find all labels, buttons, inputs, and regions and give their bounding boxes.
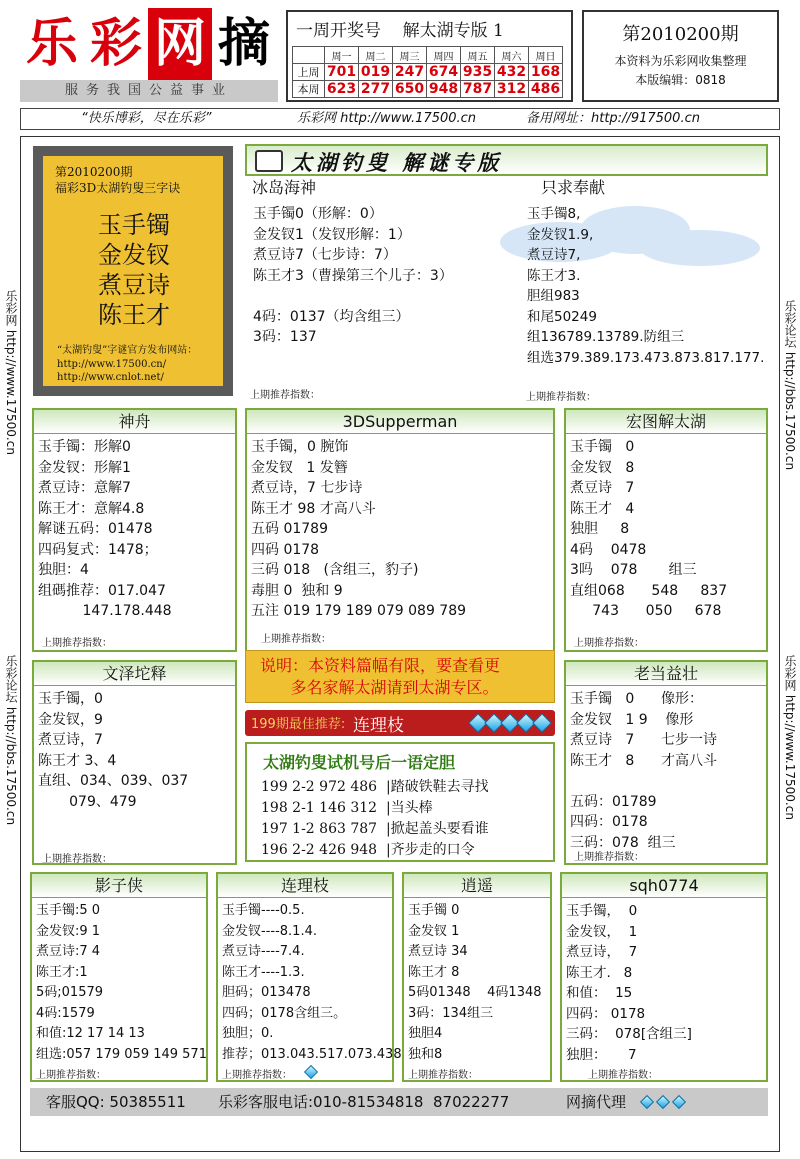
index-label: 上期推荐指数： (408, 1070, 478, 1081)
trial-number-box (245, 742, 555, 862)
taihu-left-body: 玉手镯0（形解：0） 金发钗1（发钗形解：1） 煮豆诗7（七步诗：7） 陈王才3（曹操第三个儿子：3） 4码：0137（均含组三） 3码：137 (253, 206, 453, 345)
box-body: 玉手镯 0 像形： 金发钗 1 9 像形 煮豆诗 7 七步一诗 陈王才 8 才高八斗 五码：01789 四码：0178 三码：078 组三 (570, 691, 717, 851)
draw-number: 650 (393, 81, 427, 98)
box-title: 影子侠 (32, 874, 206, 898)
box-title: 神舟 (34, 410, 235, 434)
expert-box-sqh0774 (560, 872, 768, 1082)
day-header: 周四 (427, 47, 461, 64)
diamond-icon (672, 1095, 686, 1109)
contact-bar (30, 1088, 768, 1116)
box-title: 3DSupperman (247, 410, 553, 434)
taihu-title-bar (245, 144, 768, 176)
draw-number: 277 (359, 81, 393, 98)
riddle-line: 煮豆诗 (98, 271, 170, 299)
box-title: 连理枝 (218, 874, 392, 898)
box-body: 玉手镯， 0 金发钗， 1 煮豆诗， 7 陈王才. 8 和值： 15 四码： 0178 三码： 078[含组三] 独胆： 7 (566, 903, 692, 1063)
box-title: 逍遥 (404, 874, 550, 898)
draw-number: 019 (359, 64, 393, 81)
draw-number: 674 (427, 64, 461, 81)
index-label: 上期推荐指数： (588, 1070, 658, 1081)
day-header: 周一 (325, 47, 359, 64)
featured-riddle (33, 146, 233, 396)
index-label: 上期推荐指数： (574, 852, 644, 863)
day-header: 周日 (529, 47, 563, 64)
collector-note: 本资料为乐彩网收集整理 (614, 54, 747, 68)
draw-table (292, 46, 563, 98)
trial-row: 198 2-1 146 312 |当头棒 (261, 800, 433, 816)
logo-char-1: 乐 (25, 14, 78, 74)
draw-number: 623 (325, 81, 359, 98)
side-text-left-top[interactable]: 乐彩网 http://www.17500.cn (4, 290, 18, 455)
diamond-icon (640, 1095, 654, 1109)
index-label: 上期推荐指数： (36, 1070, 106, 1081)
logo (20, 8, 278, 80)
this-week-label: 本周 (293, 81, 325, 98)
taihu-left-name: 冰岛海神 (252, 178, 317, 197)
expert-box-wenze (32, 660, 237, 865)
draw-number: 486 (529, 81, 563, 98)
backup-link[interactable]: 备用网址：http://917500.cn (526, 111, 700, 126)
expert-box-shenzhou (32, 408, 237, 652)
featured-site-1[interactable]: http://www.17500.cn/ (57, 359, 167, 370)
agent-label[interactable]: 网摘代理 (566, 1093, 627, 1111)
draw-number: 787 (461, 81, 495, 98)
box-title: 文泽坨释 (34, 662, 235, 686)
last-week-label: 上周 (293, 64, 325, 81)
day-header: 周二 (359, 47, 393, 64)
issue-number: 第2010200期 (622, 24, 739, 45)
draw-number: 948 (427, 81, 461, 98)
side-text-right-top[interactable]: 乐彩论坛 http://bbs.17500.cn (783, 300, 797, 471)
diamond-icon (656, 1095, 670, 1109)
trial-title: 太湖钓叟试机号后一语定胆 (263, 753, 456, 772)
draw-number: 701 (325, 64, 359, 81)
index-label: 上期推荐指数： (250, 390, 320, 401)
best-pick-bar (245, 710, 555, 736)
box-body: 玉手镯:5 0 金发钗:9 1 煮豆诗:7 4 陈王才:1 5码;01579 4码:1579 和值:12 17 14 13 组选:057 179 059 149 571 (36, 903, 207, 1062)
notepad-icon (255, 150, 283, 172)
side-text-right-bottom[interactable]: 乐彩网 http://www.17500.cn (783, 655, 797, 820)
logo-char-2: 彩 (89, 14, 142, 74)
trial-row: 197 1-2 863 787 |掀起盖头要看谁 (261, 821, 489, 837)
taihu-right-name: 只求奉献 (541, 178, 606, 197)
issue-box (582, 10, 779, 102)
service-phone: 乐彩客服电话:010-81534818 87022277 (218, 1093, 510, 1111)
service-qq: 客服QQ: 50385511 (46, 1093, 186, 1111)
riddle-line: 金发钗 (98, 241, 170, 269)
featured-subtitle: 福彩3D太湖钓叟三字诀 (55, 181, 181, 195)
index-label: 上期推荐指数： (261, 634, 331, 645)
taihu-right-body: 玉手镯8, 金发钗1.9, 煮豆诗7, 陈王才3. 胆组983 和尾50249 组136789.13789.防组三 组选379.389.173.473.873.817.177. (527, 206, 765, 366)
draw-title: 一周开奖号 解太湖专版 1 (296, 21, 504, 41)
logo-char-3: 网 (148, 8, 212, 80)
diamond-icon (532, 713, 552, 733)
draw-number: 168 (529, 64, 563, 81)
expert-box-hongtu (564, 408, 768, 652)
note-banner: 说明：本资料篇幅有限，要查看更 多名家解太湖请到太湖专区。 (245, 650, 555, 703)
box-body: 玉手镯：形解0 金发钗：形解1 煮豆诗：意解7 陈王才：意解4.8 解谜五码：01478 四码复式：1478； 独胆：4 组碼推荐：017.047 147.178.448 (38, 439, 172, 619)
day-header: 周六 (495, 47, 529, 64)
taihu-title: 太湖钓叟 解谜专版 (291, 151, 503, 175)
side-text-left-bottom[interactable]: 乐彩论坛 http://bbs.17500.cn (4, 655, 18, 826)
trial-row: 196 2-2 426 948 |齐步走的口令 (261, 842, 475, 858)
expert-box-lianli (216, 872, 402, 1082)
box-body: 玉手镯 0 金发钗 8 煮豆诗 7 陈王才 4 独胆 8 4码 0478 3吗 078 组三 直组068 548 837 743 050 678 (570, 439, 728, 619)
diamond-icon (304, 1065, 318, 1079)
riddle-line: 玉手镯 (98, 211, 170, 239)
featured-site-2[interactable]: http://www.cnlot.net/ (57, 372, 164, 383)
draw-number: 935 (461, 64, 495, 81)
best-pick-label: 199期最佳推荐: (251, 717, 346, 732)
draw-number: 312 (495, 81, 529, 98)
expert-box-xiaoyao (402, 872, 552, 1082)
trial-row: 199 2-2 972 486 |踏破铁鞋去寻找 (261, 779, 489, 795)
url-bar (20, 108, 780, 130)
index-label: 上期推荐指数： (42, 638, 112, 649)
day-header: 周三 (393, 47, 427, 64)
weekly-draw-box (286, 10, 573, 102)
site-link[interactable]: 乐彩网 http://www.17500.cn (297, 111, 477, 126)
box-body: 玉手镯 0 金发钗 1 煮豆诗 34 陈王才 8 5码01348 4码1348 3码：134组三 独胆4 独和8 (408, 903, 542, 1062)
editor-note: 本版编辑：0818 (635, 73, 726, 87)
draw-number: 432 (495, 64, 529, 81)
riddle-line: 陈王才 (98, 301, 170, 329)
box-title: 宏图解太湖 (566, 410, 766, 434)
featured-issue: 第2010200期 (55, 165, 133, 179)
index-label: 上期推荐指数： (574, 638, 644, 649)
box-title: 老当益壮 (566, 662, 766, 686)
index-label: 上期推荐指数： (42, 854, 112, 865)
box-body: 玉手镯，0 腕饰 金发钗 1 发簪 煮豆诗，7 七步诗 陈王才 98 才高八斗 五码 01789 四码 0178 三码 018 (含组三，豹子) 毒胆 0 独和 9 五注 019 179 189 079 089 789 (251, 439, 467, 619)
logo-char-4: 摘 (217, 14, 270, 74)
best-pick-name: 连理枝 (353, 716, 404, 736)
box-title: sqh0774 (562, 874, 766, 898)
featured-site-note: “太湖钓叟”字谜官方发布网站： (57, 345, 198, 356)
draw-number: 247 (393, 64, 427, 81)
box-body: 玉手镯，0 金发钗，9 煮豆诗，7 陈王才 3、4 直组、034、039、037 079、479 (38, 691, 189, 810)
expert-box-supperman (245, 408, 555, 652)
expert-box-laodang (564, 660, 768, 865)
day-header: 周五 (461, 47, 495, 64)
slogan: 服务我国公益事业 (20, 80, 278, 102)
box-body: 玉手镯----0.5. 金发钗----8.1.4. 煮豆诗----7.4. 陈王才----1.3. 胆码；013478 四码；0178含组三。 独胆；0. 推荐；013.043.517.073.438 (222, 903, 402, 1062)
expert-box-yingzi (30, 872, 208, 1082)
index-label: 上期推荐指数： (222, 1070, 292, 1081)
motto: “快乐博彩，尽在乐彩” (81, 111, 212, 126)
index-label: 上期推荐指数： (526, 392, 596, 403)
